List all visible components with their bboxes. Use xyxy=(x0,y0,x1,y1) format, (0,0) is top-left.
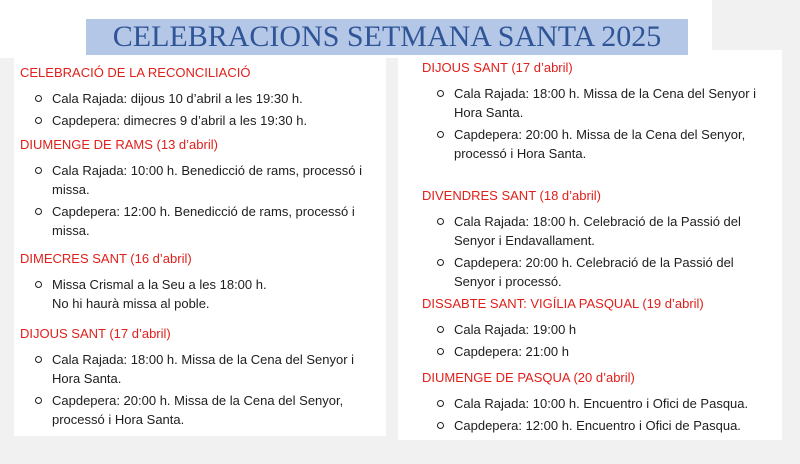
item-text-line: Cala Rajada: 19:00 h xyxy=(454,322,577,337)
item-text-line: Missa Crismal a la Seu a les 18:00 h. xyxy=(52,277,267,292)
circle-bullet-icon xyxy=(437,422,444,429)
circle-bullet-icon xyxy=(437,90,444,97)
list-item xyxy=(20,161,362,199)
list-item xyxy=(422,253,741,291)
section-dijous-sant-right xyxy=(422,59,756,166)
item-text-line: processó i Hora Santa. xyxy=(454,146,587,161)
item-text-line: Capdepera: 20:00 h. Missa de la Cena del Senyor, xyxy=(454,127,746,142)
schedule-list xyxy=(20,89,307,130)
section-heading: DIJOUS SANT (17 d’abril) xyxy=(20,326,171,341)
section-heading: DIMECRES SANT (16 d’abril) xyxy=(20,251,192,266)
item-text-line: Cala Rajada: 18:00 h. Missa de la Cena del Senyor i xyxy=(52,352,355,367)
item-text-line: Capdepera: 12:00 h. Benedicció de rams, processó i xyxy=(52,204,355,219)
list-item xyxy=(422,342,704,361)
circle-bullet-icon xyxy=(35,281,42,288)
circle-bullet-icon xyxy=(35,167,42,174)
section-heading: DIVENDRES SANT (18 d’abril) xyxy=(422,188,601,203)
list-item xyxy=(422,394,748,413)
item-text-line: Capdepera: 20:00 h. Celebració de la Passió del xyxy=(454,255,734,270)
item-text-line: Cala Rajada: 10:00 h. Encuentro i Ofici de Pasqua. xyxy=(454,396,749,411)
section-diumenge-pasqua xyxy=(422,369,748,438)
section-divendres-sant xyxy=(422,187,741,294)
circle-bullet-icon xyxy=(437,131,444,138)
schedule-list xyxy=(422,84,756,163)
item-text-line: Capdepera: 12:00 h. Encuentro i Ofici de Pasqua. xyxy=(454,418,741,433)
item-text-line: Cala Rajada: 10:00 h. Benedicció de rams, processó i xyxy=(52,163,363,178)
item-text-line: Senyor i Endavallament. xyxy=(454,233,595,248)
list-item xyxy=(20,391,354,429)
section-dijous-sant-left xyxy=(20,325,354,432)
item-text-line: Cala Rajada: dijous 10 d’abril a les 19:30 h. xyxy=(52,91,303,106)
circle-bullet-icon xyxy=(437,259,444,266)
schedule-list xyxy=(20,161,362,240)
schedule-list xyxy=(422,394,748,435)
circle-bullet-icon xyxy=(437,348,444,355)
section-reconciliacio xyxy=(20,64,307,133)
list-item xyxy=(422,84,756,122)
schedule-list xyxy=(422,320,704,361)
item-text-line: Capdepera: 21:00 h xyxy=(454,344,569,359)
section-dimecres-sant xyxy=(20,250,267,316)
list-item xyxy=(422,212,741,250)
section-dissabte-sant xyxy=(422,295,704,364)
circle-bullet-icon xyxy=(437,400,444,407)
circle-bullet-icon xyxy=(35,117,42,124)
section-heading: DIUMENGE DE PASQUA (20 d’abril) xyxy=(422,370,635,385)
list-item xyxy=(20,275,267,313)
list-item xyxy=(20,111,307,130)
item-text-line: Capdepera: dimecres 9 d’abril a les 19:30 h. xyxy=(52,113,308,128)
section-diumenge-rams xyxy=(20,136,362,243)
circle-bullet-icon xyxy=(437,326,444,333)
item-text-line: Cala Rajada: 18:00 h. Missa de la Cena del Senyor i xyxy=(454,86,757,101)
item-text-line: missa. xyxy=(52,223,90,238)
list-item xyxy=(422,125,756,163)
item-text-line: processó i Hora Santa. xyxy=(52,412,185,427)
section-heading: DISSABTE SANT: VIGÍLIA PASQUAL (19 d’abril) xyxy=(422,296,704,311)
item-text-line: Cala Rajada: 18:00 h. Celebració de la Passió del xyxy=(454,214,741,229)
list-item xyxy=(422,320,704,339)
list-item xyxy=(20,202,362,240)
section-heading: CELEBRACIÓ DE LA RECONCILIACIÓ xyxy=(20,65,251,80)
item-text-line: Capdepera: 20:00 h. Missa de la Cena del Senyor, xyxy=(52,393,344,408)
circle-bullet-icon xyxy=(437,218,444,225)
list-item xyxy=(422,416,748,435)
item-text-line: Hora Santa. xyxy=(454,105,524,120)
schedule-list xyxy=(20,350,354,429)
section-heading: DIUMENGE DE RAMS (13 d’abril) xyxy=(20,137,218,152)
list-item xyxy=(20,350,354,388)
page-title: CELEBRACIONS SETMANA SANTA 2025 xyxy=(86,19,688,55)
list-item xyxy=(20,89,307,108)
schedule-list xyxy=(20,275,267,313)
item-text-line: No hi haurà missa al poble. xyxy=(52,296,210,311)
section-heading: DIJOUS SANT (17 d’abril) xyxy=(422,60,573,75)
item-text-line: missa. xyxy=(52,182,90,197)
circle-bullet-icon xyxy=(35,208,42,215)
item-text-line: Senyor i processó. xyxy=(454,274,562,289)
schedule-list xyxy=(422,212,741,291)
circle-bullet-icon xyxy=(35,356,42,363)
circle-bullet-icon xyxy=(35,95,42,102)
circle-bullet-icon xyxy=(35,397,42,404)
item-text-line: Hora Santa. xyxy=(52,371,122,386)
